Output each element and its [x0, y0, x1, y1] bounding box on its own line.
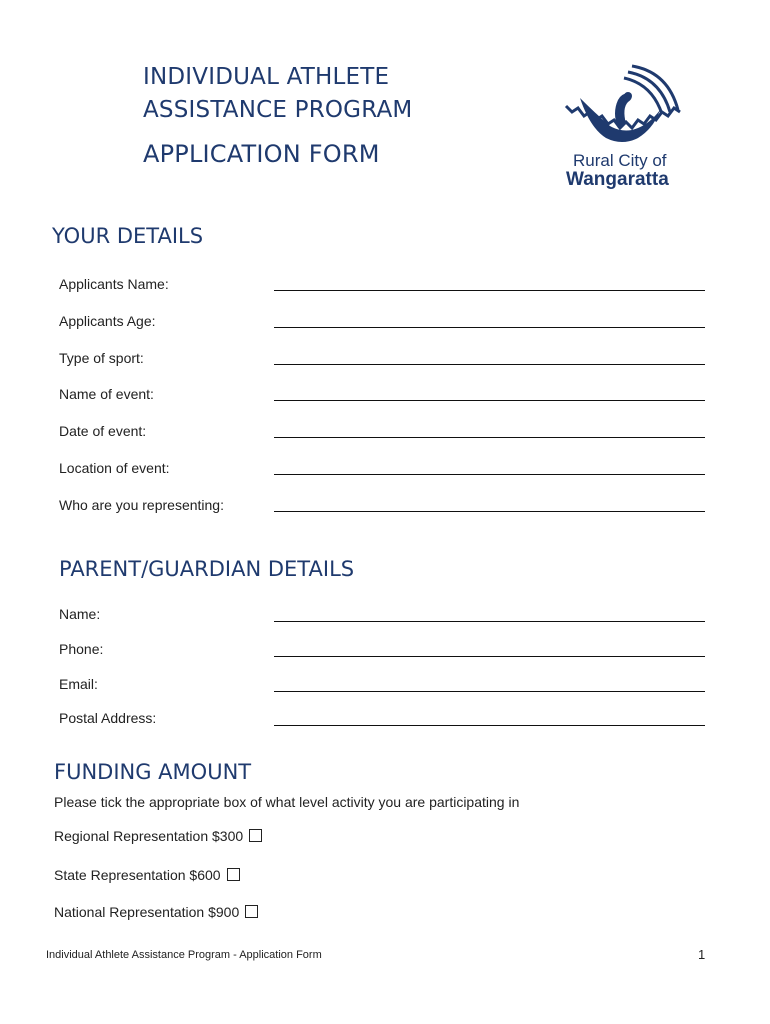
- title-line-2: ASSISTANCE PROGRAM: [143, 97, 413, 123]
- field-label-representing: Who are you representing:: [59, 497, 224, 513]
- field-label-postal-address: Postal Address:: [59, 710, 157, 726]
- funding-option-national: [54, 904, 258, 920]
- title-line-1: INDIVIDUAL ATHLETE: [143, 64, 390, 90]
- field-label-parent-phone: Phone:: [59, 641, 104, 657]
- funding-instructions: Please tick the appropriate box of what level activity you are participating in: [54, 794, 520, 810]
- logo-text-line-2: Wangaratta: [566, 169, 669, 190]
- logo-text-line-1: Rural City of: [573, 151, 667, 170]
- checkbox-regional[interactable]: [249, 829, 262, 842]
- field-line-applicant-name[interactable]: [274, 290, 705, 291]
- field-line-postal-address[interactable]: [274, 725, 705, 726]
- field-line-parent-email[interactable]: [274, 691, 705, 692]
- page-number: 1: [698, 947, 706, 962]
- section-heading-parent-details: PARENT/GUARDIAN DETAILS: [59, 557, 355, 581]
- field-label-name-of-event: Name of event:: [59, 386, 154, 402]
- field-line-representing[interactable]: [274, 511, 705, 512]
- funding-option-regional: [54, 828, 262, 844]
- funding-option-label: National Representation $900: [54, 904, 240, 920]
- checkbox-national[interactable]: [245, 905, 258, 918]
- field-label-applicant-name: Applicants Name:: [59, 276, 169, 292]
- title-line-3: APPLICATION FORM: [143, 140, 380, 168]
- funding-option-label: State Representation $600: [54, 867, 221, 883]
- field-label-date-of-event: Date of event:: [59, 423, 147, 439]
- field-line-date-of-event[interactable]: [274, 437, 705, 438]
- section-heading-funding-amount: FUNDING AMOUNT: [54, 760, 252, 784]
- field-label-parent-name: Name:: [59, 606, 101, 622]
- section-heading-your-details: YOUR DETAILS: [52, 224, 204, 248]
- field-line-parent-phone[interactable]: [274, 656, 705, 657]
- field-line-parent-name[interactable]: [274, 621, 705, 622]
- field-label-type-of-sport: Type of sport:: [59, 350, 144, 366]
- funding-option-label: Regional Representation $300: [54, 828, 244, 844]
- footer-text: Individual Athlete Assistance Program - Application Form: [46, 949, 322, 961]
- funding-option-state: [54, 867, 240, 883]
- field-label-location-of-event: Location of event:: [59, 460, 170, 476]
- field-line-location-of-event[interactable]: [274, 474, 705, 475]
- checkbox-state[interactable]: [227, 868, 240, 881]
- field-label-parent-email: Email:: [59, 676, 98, 692]
- field-line-name-of-event[interactable]: [274, 400, 705, 401]
- field-label-applicant-age: Applicants Age:: [59, 313, 156, 329]
- field-line-applicant-age[interactable]: [274, 327, 705, 328]
- field-line-type-of-sport[interactable]: [274, 364, 705, 365]
